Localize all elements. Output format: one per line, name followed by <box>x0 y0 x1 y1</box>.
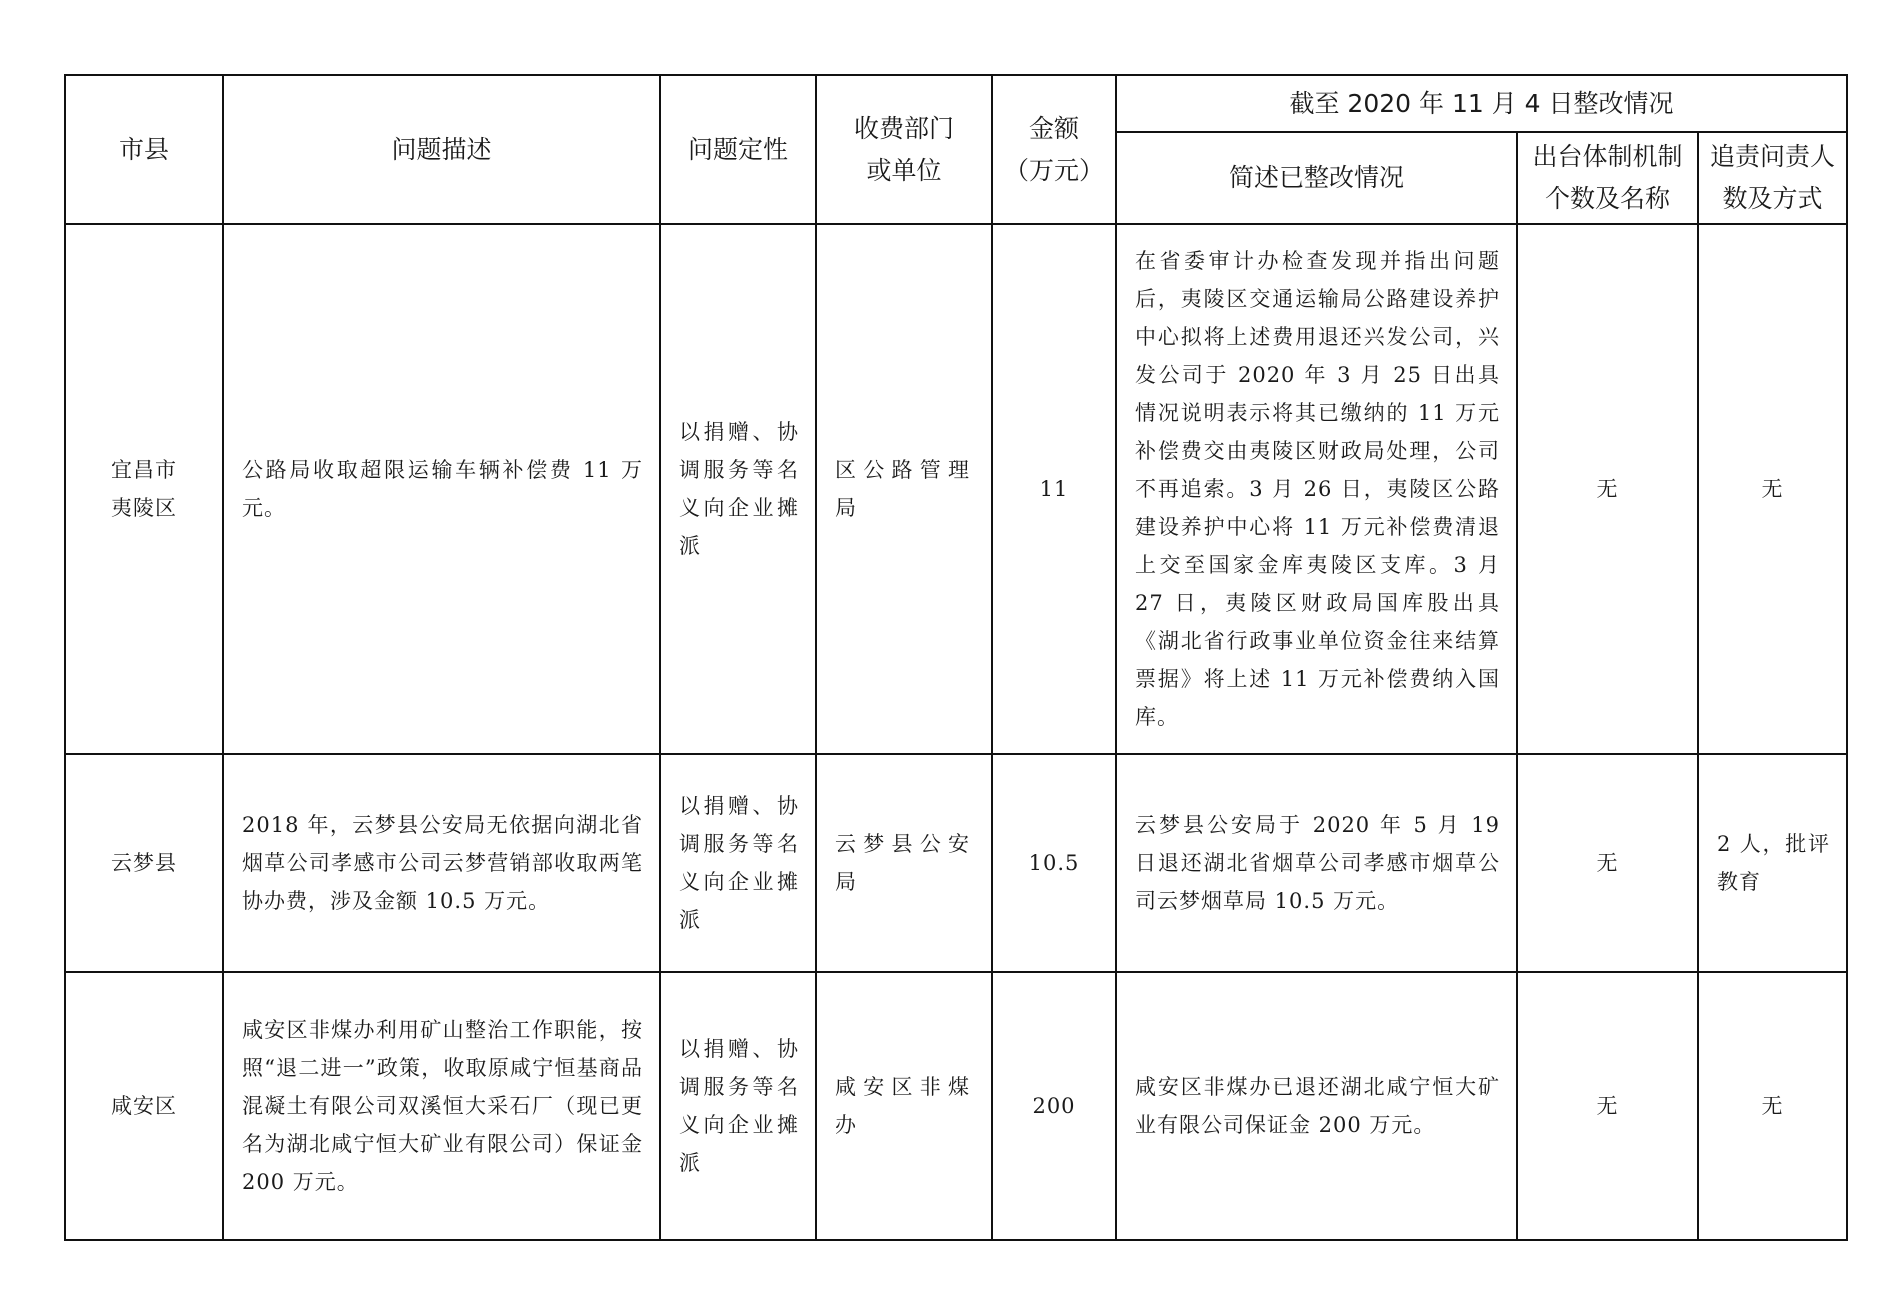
header-accountability: 追责问责人 数及方式 <box>1698 132 1847 224</box>
cell-problem: 2018 年，云梦县公安局无依据向湖北省烟草公司孝感市公司云梦营销部收取两笔协办费，涉及金额 10.5 万元。 <box>223 754 660 972</box>
cell-nature: 以捐赠、协调服务等名义向企业摊派 <box>660 972 816 1240</box>
cell-rectified: 咸安区非煤办已退还湖北咸宁恒大矿业有限公司保证金 200 万元。 <box>1116 972 1517 1240</box>
cell-city: 云梦县 <box>65 754 223 972</box>
cell-rectified: 云梦县公安局于 2020 年 5 月 19 日退还湖北省烟草公司孝感市烟草公司云梦烟草局 10.5 万元。 <box>1116 754 1517 972</box>
cell-city: 宜昌市 夷陵区 <box>65 224 223 754</box>
header-mechanism: 出台体制机制 个数及名称 <box>1517 132 1698 224</box>
header-problem: 问题描述 <box>223 75 660 224</box>
cell-mechanism: 无 <box>1517 224 1698 754</box>
header-rectified: 简述已整改情况 <box>1116 132 1517 224</box>
cell-amount: 10.5 <box>992 754 1116 972</box>
cell-rectified: 在省委审计办检查发现并指出问题后，夷陵区交通运输局公路建设养护中心拟将上述费用退还兴发公司，兴发公司于 2020 年 3 月 25 日出具情况说明表示将其已缴纳的 11 万元补偿费交由夷陵区财政局处理，公司不再追索。3 月 26 日，夷陵区公路建设养护中心将 11 万元补偿费清退上交至国家金库夷陵区支库。3 月 27 日，夷陵区财政局国库股出具《湖北省行政事业单位资金往来结算票据》将上述 11 万元补偿费纳入国库。 <box>1116 224 1517 754</box>
cell-accountability: 无 <box>1698 972 1847 1240</box>
cell-accountability: 2 人，批评教育 <box>1698 754 1847 972</box>
cell-mechanism: 无 <box>1517 754 1698 972</box>
cell-amount: 200 <box>992 972 1116 1240</box>
header-city: 市县 <box>65 75 223 224</box>
header-rectify-group: 截至 2020 年 11 月 4 日整改情况 <box>1116 75 1847 132</box>
cell-amount: 11 <box>992 224 1116 754</box>
header-amount: 金额 （万元） <box>992 75 1116 224</box>
table-row <box>65 224 1847 754</box>
cell-accountability: 无 <box>1698 224 1847 754</box>
cell-mechanism: 无 <box>1517 972 1698 1240</box>
header-nature: 问题定性 <box>660 75 816 224</box>
cell-dept: 咸安区非煤办 <box>816 972 992 1240</box>
cell-city: 咸安区 <box>65 972 223 1240</box>
cell-dept: 云梦县公安局 <box>816 754 992 972</box>
cell-problem: 公路局收取超限运输车辆补偿费 11 万元。 <box>223 224 660 754</box>
rectification-table <box>64 74 1848 1241</box>
header-dept: 收费部门 或单位 <box>816 75 992 224</box>
table-row <box>65 754 1847 972</box>
cell-nature: 以捐赠、协调服务等名义向企业摊派 <box>660 754 816 972</box>
rectification-table-sheet <box>64 74 1846 1241</box>
cell-problem: 咸安区非煤办利用矿山整治工作职能，按照“退二进一”政策，收取原咸宁恒基商品混凝土有限公司双溪恒大采石厂（现已更名为湖北咸宁恒大矿业有限公司）保证金 200 万元。 <box>223 972 660 1240</box>
cell-nature: 以捐赠、协调服务等名义向企业摊派 <box>660 224 816 754</box>
cell-dept: 区公路管理局 <box>816 224 992 754</box>
table-row <box>65 972 1847 1240</box>
